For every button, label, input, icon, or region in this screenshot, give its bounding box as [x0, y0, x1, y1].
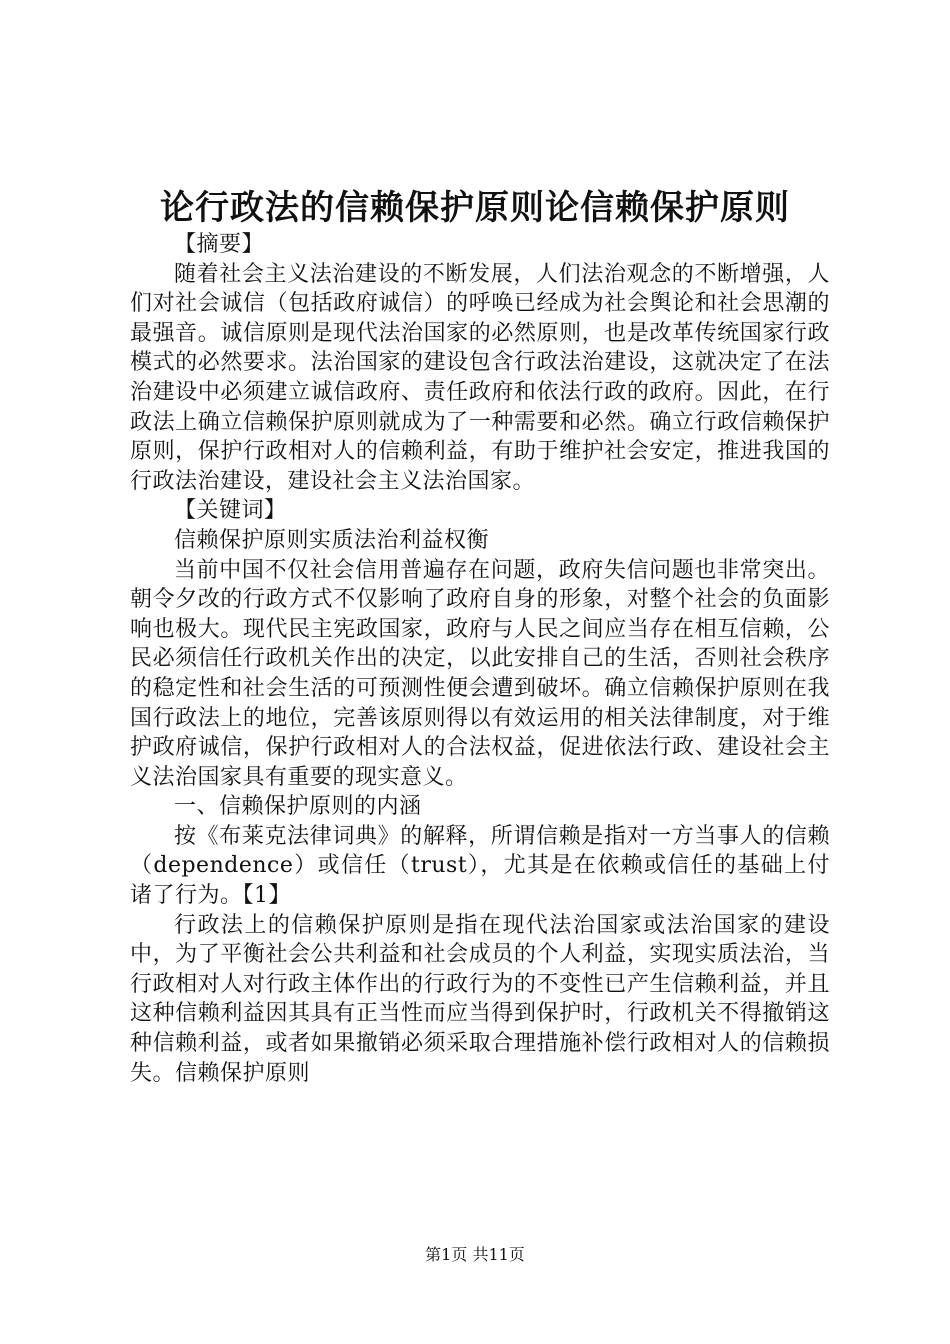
- body-paragraph: 按《布莱克法律词典》的解释，所谓信赖是指对一方当事人的信赖（dependence）或信任（trust），尤其是在依赖或信任的基础上付诸了行为。【1】: [130, 823, 830, 909]
- document-body: [130, 230, 830, 1088]
- document-title: 论行政法的信赖保护原则论信赖保护原则: [160, 188, 790, 228]
- page-footer: 第1页 共11页: [425, 1245, 525, 1264]
- abstract-paragraph: 随着社会主义法治建设的不断发展，人们法治观念的不断增强，人们对社会诚信（包括政府诚信）的呼唤已经成为社会舆论和社会思潮的最强音。诚信原则是现代法治国家的必然原则，也是改革传统国家行政模式的必然要求。法治国家的建设包含行政法治建设，这就决定了在法治建设中必须建立诚信政府、责任政府和依法行政的政府。因此，在行政法上确立信赖保护原则就成为了一种需要和必然。确立行政信赖保护原则，保护行政相对人的信赖利益，有助于维护社会安定，推进我国的行政法治建设，建设社会主义法治国家。: [130, 261, 830, 494]
- abstract-heading: 【摘要】: [174, 232, 265, 257]
- keywords-paragraph: 信赖保护原则实质法治利益权衡: [174, 527, 490, 553]
- keywords-heading: 【关键词】: [174, 498, 287, 524]
- body-paragraph: 行政法上的信赖保护原则是指在现代法治国家或法治国家的建设中，为了平衡社会公共利益和社会成员的个人利益，实现实质法治，当行政相对人对行政主体作出的行政行为的不变性已产生信赖利益，并且这种信赖利益因其具有正当性而应当得到保护时，行政机关不得撤销这种信赖利益，或者如果撤销必须采取合理措施补偿行政相对人的信赖损失。信赖保护原则: [130, 912, 830, 1086]
- section-heading: 一、信赖保护原则的内涵: [174, 794, 422, 820]
- body-paragraph: 当前中国不仅社会信用普遍存在问题，政府失信问题也非常突出。朝令夕改的行政方式不仅影响了政府自身的形象，对整个社会的负面影响也极大。现代民主宪政国家，政府与人民之间应当存在相互信赖，公民必须信任行政机关作出的决定，以此安排自己的生活，否则社会秩序的稳定性和社会生活的可预测性便会遭到破坏。确立信赖保护原则在我国行政法上的地位，完善该原则得以有效运用的相关法律制度，对于维护政府诚信，保护行政相对人的合法权益，促进依法行政、建设社会主义法治国家具有重要的现实意义。: [130, 557, 830, 790]
